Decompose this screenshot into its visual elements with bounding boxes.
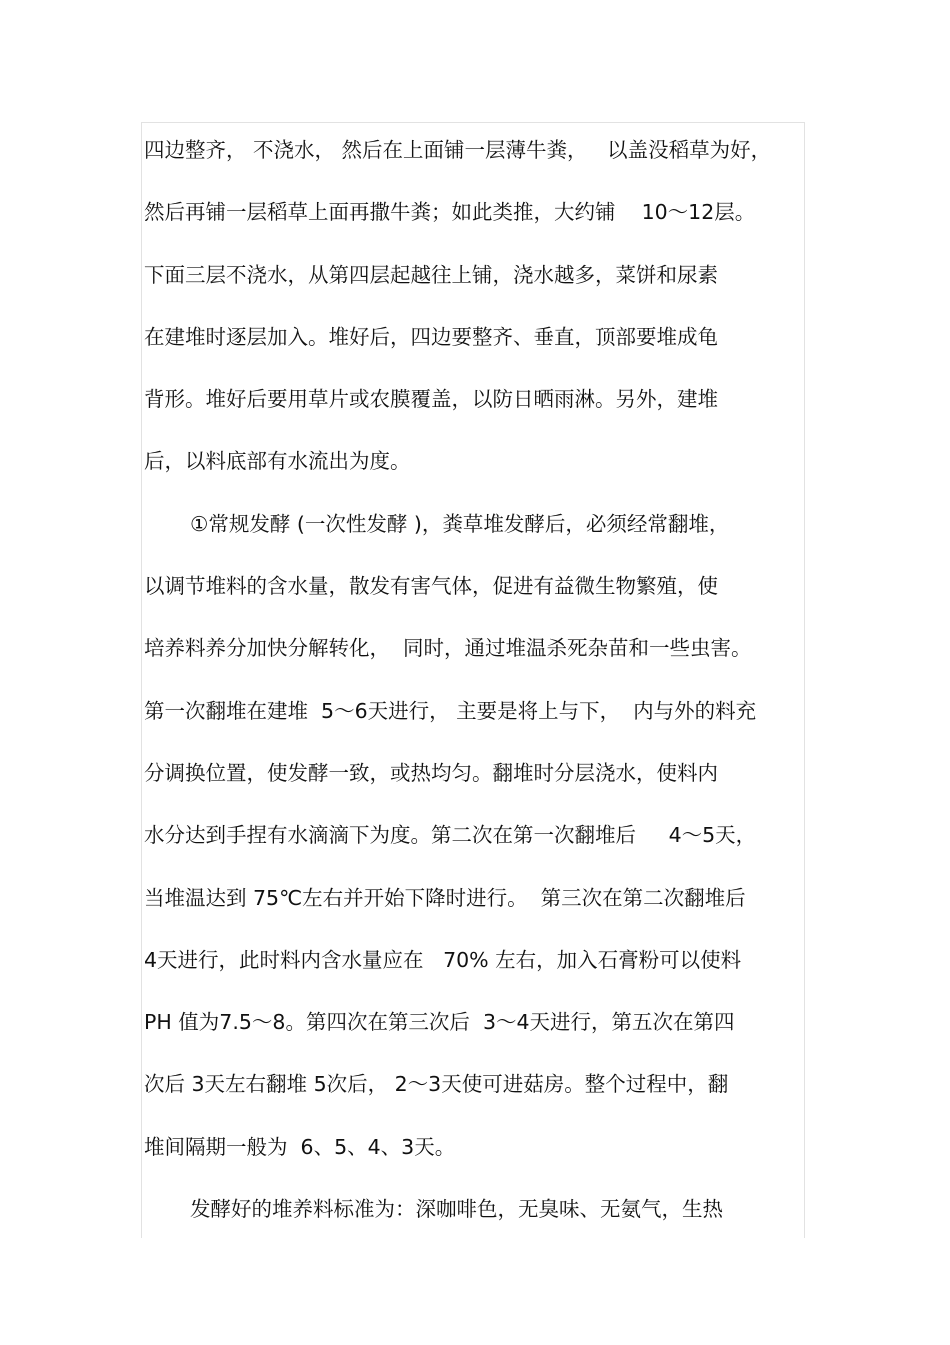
document-body bbox=[144, 128, 824, 1249]
text-line-10: 第一次翻堆在建堆 5～6天进行， 主要是将上与下， 内与外的料充 bbox=[144, 698, 757, 723]
text-line-2: 然后再铺一层稻草上面再撒牛粪；如此类推，大约铺 10～12层。 bbox=[144, 200, 756, 225]
text-line-9: 培养料养分加快分解转化， 同时，通过堆温杀死杂苗和一些虫害。 bbox=[144, 636, 752, 661]
text-line-15: PH 值为7.5～8。第四次在第三次后 3～4天进行，第五次在第四 bbox=[144, 1010, 735, 1035]
text-line-6: 后，以料底部有水流出为度。 bbox=[144, 449, 411, 474]
text-line-3: 下面三层不浇水，从第四层起越往上铺，浇水越多，菜饼和尿素 bbox=[144, 262, 718, 287]
text-line-5: 背形。堆好后要用草片或农膜覆盖，以防日晒雨淋。另外，建堆 bbox=[144, 387, 718, 412]
text-line-17: 堆间隔期一般为 6、5、4、3天。 bbox=[144, 1134, 456, 1159]
text-line-4: 在建堆时逐层加入。堆好后，四边要整齐、垂直，顶部要堆成龟 bbox=[144, 324, 718, 349]
text-line-12: 水分达到手捏有水滴滴下为度。第二次在第一次翻堆后 4～5天， bbox=[144, 823, 757, 848]
text-line-13: 当堆温达到 75℃左右并开始下降时进行。 第三次在第二次翻堆后 bbox=[144, 885, 746, 910]
text-line-14: 4天进行，此时料内含水量应在 70% 左右，加入石膏粉可以使料 bbox=[144, 947, 742, 972]
text-line-11: 分调换位置，使发酵一致，或热均匀。翻堆时分层浇水，使料内 bbox=[144, 760, 718, 785]
paragraph-start-line-18: 发酵好的堆养料标准为：深咖啡色，无臭味、无氨气，生热 bbox=[190, 1197, 723, 1222]
paragraph-start-line-7: ①常规发酵 (一次性发酵 )，粪草堆发酵后，必须经常翻堆， bbox=[190, 511, 730, 536]
text-line-8: 以调节堆料的含水量，散发有害气体，促进有益微生物繁殖，使 bbox=[144, 574, 718, 599]
text-line-16: 次后 3天左右翻堆 5次后， 2～3天使可进菇房。整个过程中，翻 bbox=[144, 1072, 729, 1097]
text-line-1: 四边整齐， 不浇水， 然后在上面铺一层薄牛粪， 以盖没稻草为好， bbox=[144, 138, 772, 162]
